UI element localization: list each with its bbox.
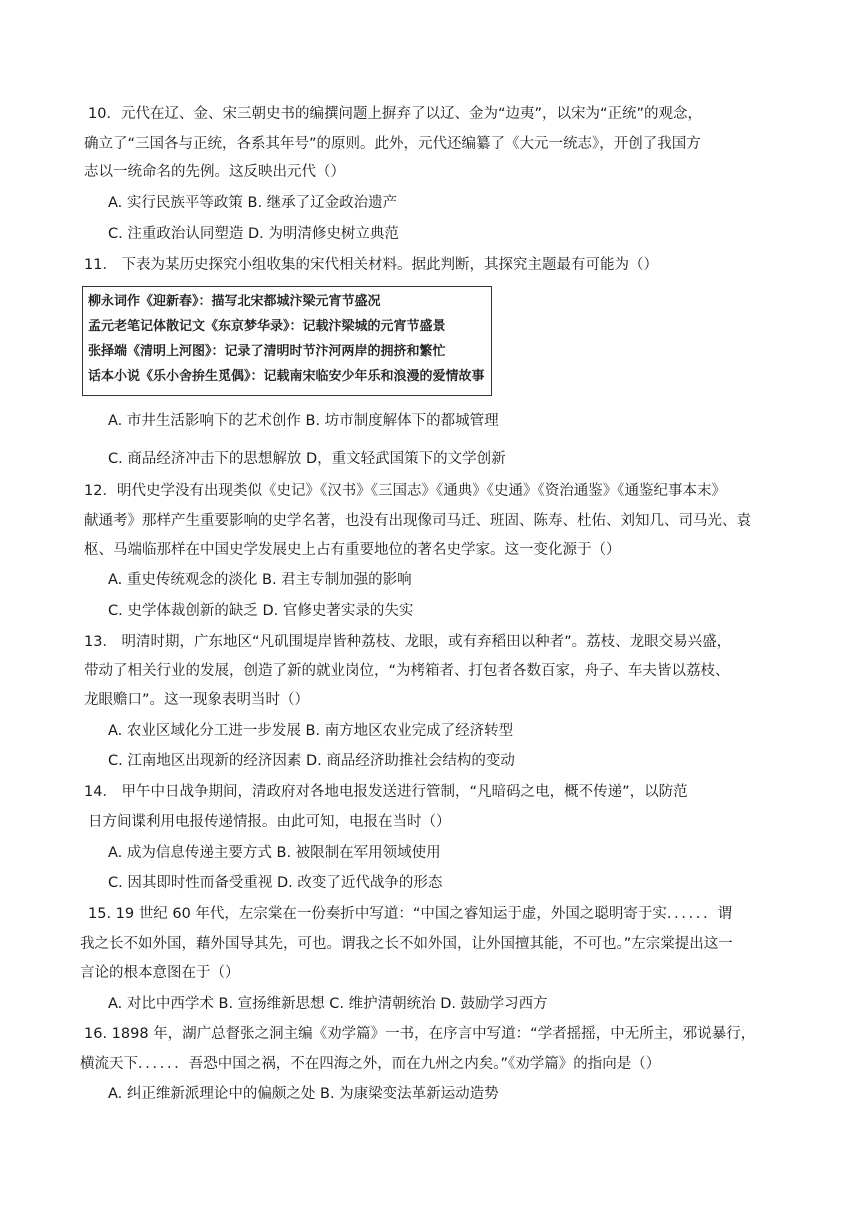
- q12-stem-line-3: 枢、马端临那样在中国史学发展史上占有重要地位的著名史学家。这一变化源于（）: [84, 542, 621, 558]
- q11-option-ab: A. 市井生活影响下的艺术创作 B. 坊市制度解体下的都城管理: [108, 413, 499, 429]
- q10-stem-line-2: 确立了“三国各与正统，各系其年号”的原则。此外，元代还编纂了《大元一统志》，开创了我国方: [84, 136, 701, 152]
- q13-stem-line-3: 龙眼赡口”。这一现象表明当时（）: [84, 692, 310, 708]
- q11-material-table: [82, 286, 492, 396]
- q13-stem-line-2: 带动了相关行业的发展，创造了新的就业岗位，“为栲箱者、打包者各数百家，舟子、车夫皆以荔枝、: [84, 663, 730, 679]
- table-row: 话本小说《乐小舍拚生觅偶》：记载南宋临安少年乐和浪漫的爱情故事: [88, 369, 485, 384]
- q12-stem-line-2: 献通考》那样产生重要影响的史学名著，也没有出现像司马迁、班固、陈寿、杜佑、刘知几、司马光、袁: [84, 513, 751, 529]
- q14-option-ab: A. 成为信息传递主要方式 B. 被限制在军用领域使用: [108, 845, 441, 861]
- q14-stem-line-1: 14． 甲午中日战争期间，清政府对各地电报发送进行管制，“凡暗码之电，概不传递”，以防范: [84, 784, 688, 800]
- table-row: 张择端《清明上河图》：记录了清明时节汴河两岸的拥挤和繁忙: [88, 344, 446, 359]
- q10-stem-line-1: 10．元代在辽、金、宋三朝史书的编撰问题上摒弃了以辽、金为“边夷”，以宋为“正统”的观念，: [88, 106, 702, 122]
- q12-option-ab: A. 重史传统观念的淡化 B. 君主专制加强的影响: [108, 572, 412, 588]
- q14-option-cd: C. 因其即时性而备受重视 D. 改变了近代战争的形态: [108, 875, 443, 891]
- q11-option-cd: C. 商品经济冲击下的思想解放 D，重文轻武国策下的文学创新: [108, 451, 506, 467]
- q12-option-cd: C. 史学体裁创新的缺乏 D. 官修史著实录的失实: [108, 603, 414, 619]
- q13-option-cd: C. 江南地区出现新的经济因素 D. 商品经济助推社会结构的变动: [108, 753, 515, 769]
- q16-stem-line-1: 16. 1898 年，湖广总督张之洞主编《劝学篇》一书，在序言中写道：“学者摇摇，中无所主，邪说暴行，: [84, 1026, 756, 1042]
- q14-stem-line-2: 日方间谍利用电报传递情报。由此可知，电报在当时（）: [88, 814, 451, 830]
- q15-stem-line-2: 我之长不如外国，藉外国导其先，可也。谓我之长不如外国，让外国擅其能，不可也。”左宗棠提出这一: [80, 936, 733, 952]
- q10-option-cd: C. 注重政治认同塑造 D. 为明清修史树立典范: [108, 226, 399, 242]
- q16-stem-line-2: 横流天下．．．．．．吾恐中国之祸，不在四海之外，而在九州之内矣。”《劝学篇》的指向是（）: [80, 1056, 661, 1072]
- q10-option-ab: A. 实行民族平等政策 B. 继承了辽金政治遗产: [108, 195, 398, 211]
- q15-stem-line-1: 15. 19 世纪 60 年代，左宗棠在一份奏折中写道：“中国之睿知运于虚，外国之聪明寄于实．．．．．．谓: [88, 906, 733, 922]
- q10-stem-line-3: 志以一统命名的先例。这反映出元代（）: [84, 164, 345, 180]
- table-row: 柳永词作《迎新春》：描写北宋都城汴梁元宵节盛况: [88, 294, 381, 309]
- q13-option-ab: A. 农业区域化分工进一步发展 B. 南方地区农业完成了经济转型: [108, 723, 514, 739]
- q13-stem-line-1: 13． 明清时期，广东地区“凡矶围堤岸皆种荔枝、龙眼，或有弃稻田以种者”。荔枝、龙眼交易兴盛，: [84, 634, 732, 650]
- q12-stem-line-1: 12．明代史学没有出现类似《史记》《汉书》《三国志》《通典》《史通》《资治通鉴》《通鉴纪事本末》: [84, 483, 726, 499]
- q15-options: A. 对比中西学术 B. 宣扬维新思想 C. 维护清朝统治 D. 鼓励学习西方: [108, 996, 548, 1012]
- q16-option-ab: A. 纠正维新派理论中的偏颇之处 B. 为康梁变法革新运动造势: [108, 1086, 499, 1102]
- table-row: 孟元老笔记体散记文《东京梦华录》：记载汴梁城的元宵节盛景: [88, 319, 446, 334]
- q15-stem-line-3: 言论的根本意图在于（）: [80, 965, 240, 981]
- q11-stem-line-1: 11． 下表为某历史探究小组收集的宋代相关材料。据此判断，其探究主题最有可能为（）: [84, 257, 659, 273]
